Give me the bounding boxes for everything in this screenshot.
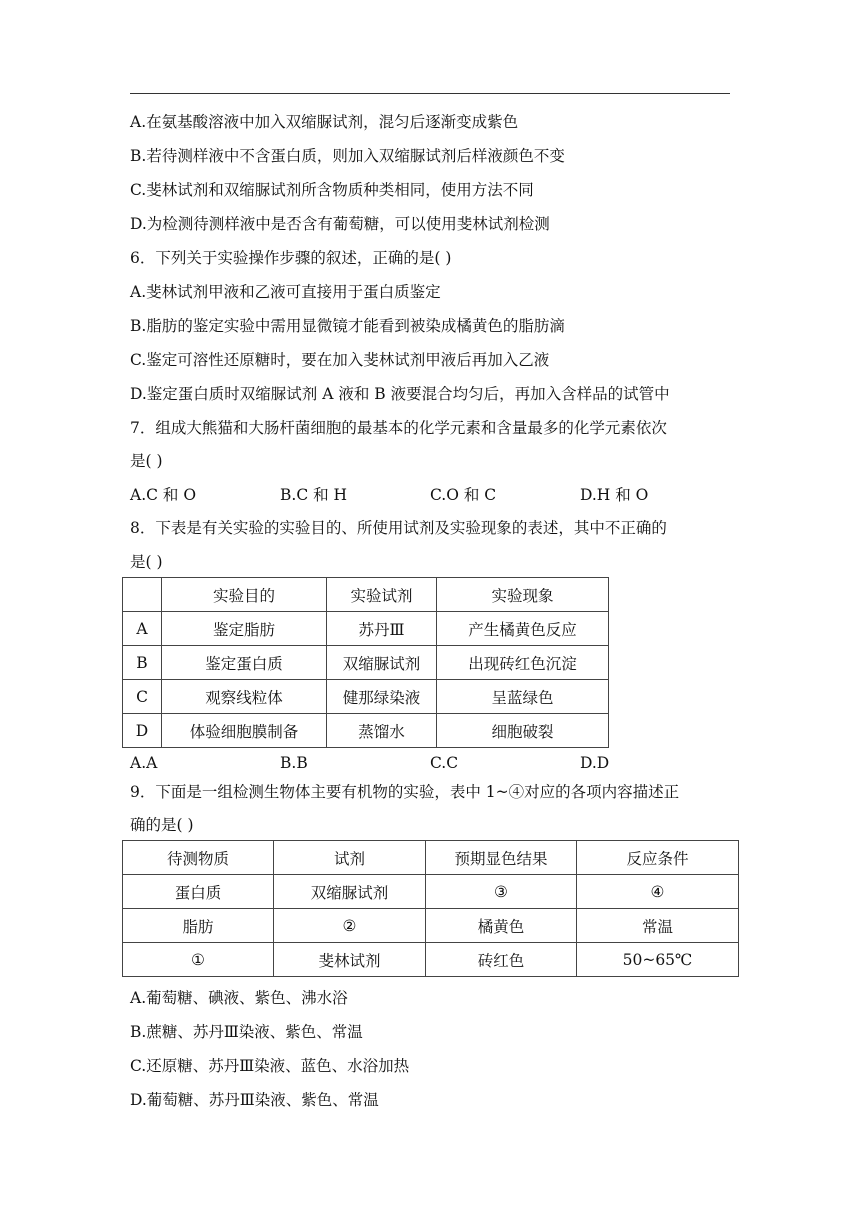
q9-stem-line1: 9．下面是一组检测生物体主要有机物的实验，表中 1~④对应的各项内容描述正	[130, 783, 680, 801]
table-cell: C	[123, 680, 162, 714]
q8-table	[122, 577, 609, 748]
table-row	[123, 943, 739, 977]
table-row	[123, 680, 609, 714]
q5-option-b: B.若待测样液中不含蛋白质，则加入双缩脲试剂后样液颜色不变	[130, 147, 565, 165]
q9-stem-line2: 确的是( )	[130, 816, 194, 834]
table-cell	[123, 578, 162, 612]
table-cell: 呈蓝绿色	[437, 680, 609, 714]
table-cell: 斐林试剂	[274, 943, 426, 977]
table-cell: 实验目的	[162, 578, 327, 612]
table-row	[123, 646, 609, 680]
table-cell: 脂肪	[123, 909, 274, 943]
table-cell: ②	[274, 909, 426, 943]
q8-option-d: D.D	[580, 754, 610, 772]
q6-option-c: C.鉴定可溶性还原糖时，要在加入斐林试剂甲液后再加入乙液	[130, 351, 550, 369]
q8-option-a: A.A	[130, 754, 158, 772]
q6-option-d: D.鉴定蛋白质时双缩脲试剂 A 液和 B 液要混合均匀后，再加入含样品的试管中	[130, 385, 670, 403]
table-cell: B	[123, 646, 162, 680]
q7-option-a: A.C 和 O	[130, 486, 197, 504]
table-cell: 反应条件	[577, 841, 739, 875]
table-row	[123, 875, 739, 909]
table-cell: 体验细胞膜制备	[162, 714, 327, 748]
table-cell: 实验试剂	[327, 578, 437, 612]
q8-stem-line1: 8．下表是有关实验的实验目的、所使用试剂及实验现象的表述，其中不正确的	[130, 519, 667, 537]
header-rule	[130, 93, 730, 94]
table-cell: 蛋白质	[123, 875, 274, 909]
q7-option-b: B.C 和 H	[280, 486, 348, 504]
table-row	[123, 714, 609, 748]
table-header-row	[123, 841, 739, 875]
table-cell: 苏丹Ⅲ	[327, 612, 437, 646]
q8-option-b: B.B	[280, 754, 308, 772]
q5-option-d: D.为检测待测样液中是否含有葡萄糖，可以使用斐林试剂检测	[130, 215, 550, 233]
table-cell: 健那绿染液	[327, 680, 437, 714]
q5-option-a: A.在氨基酸溶液中加入双缩脲试剂，混匀后逐渐变成紫色	[130, 113, 519, 131]
q7-stem-line1: 7．组成大熊猫和大肠杆菌细胞的最基本的化学元素和含量最多的化学元素依次	[130, 419, 667, 437]
table-cell: 50~65℃	[577, 943, 739, 977]
table-cell: 常温	[577, 909, 739, 943]
table-cell: D	[123, 714, 162, 748]
q9-option-c: C.还原糖、苏丹Ⅲ染液、蓝色、水浴加热	[130, 1057, 410, 1075]
table-cell: 橘黄色	[426, 909, 577, 943]
q6-stem: 6．下列关于实验操作步骤的叙述，正确的是( )	[130, 249, 452, 267]
q9-option-a: A.葡萄糖、碘液、紫色、沸水浴	[130, 989, 348, 1007]
table-row	[123, 612, 609, 646]
table-cell: 砖红色	[426, 943, 577, 977]
table-cell: ①	[123, 943, 274, 977]
table-cell: 试剂	[274, 841, 426, 875]
q7-option-c: C.O 和 C	[430, 486, 497, 504]
table-cell: 出现砖红色沉淀	[437, 646, 609, 680]
q9-table	[122, 840, 739, 977]
q7-stem-line2: 是( )	[130, 452, 163, 470]
table-cell: 双缩脲试剂	[274, 875, 426, 909]
q8-stem-line2: 是( )	[130, 553, 163, 571]
table-cell: 蒸馏水	[327, 714, 437, 748]
table-cell: 鉴定蛋白质	[162, 646, 327, 680]
q5-option-c: C.斐林试剂和双缩脲试剂所含物质种类相同，使用方法不同	[130, 181, 534, 199]
q9-option-b: B.蔗糖、苏丹Ⅲ染液、紫色、常温	[130, 1023, 363, 1041]
q7-option-d: D.H 和 O	[580, 486, 649, 504]
table-header-row	[123, 578, 609, 612]
q9-option-d: D.葡萄糖、苏丹Ⅲ染液、紫色、常温	[130, 1091, 379, 1109]
table-cell: 细胞破裂	[437, 714, 609, 748]
table-cell: A	[123, 612, 162, 646]
table-cell: 鉴定脂肪	[162, 612, 327, 646]
table-row	[123, 909, 739, 943]
q8-option-c: C.C	[430, 754, 459, 772]
table-cell: 预期显色结果	[426, 841, 577, 875]
q6-option-b: B.脂肪的鉴定实验中需用显微镜才能看到被染成橘黄色的脂肪滴	[130, 317, 565, 335]
table-cell: ④	[577, 875, 739, 909]
q6-option-a: A.斐林试剂甲液和乙液可直接用于蛋白质鉴定	[130, 283, 441, 301]
table-cell: 实验现象	[437, 578, 609, 612]
table-cell: ③	[426, 875, 577, 909]
table-cell: 观察线粒体	[162, 680, 327, 714]
table-cell: 产生橘黄色反应	[437, 612, 609, 646]
table-cell: 双缩脲试剂	[327, 646, 437, 680]
table-cell: 待测物质	[123, 841, 274, 875]
